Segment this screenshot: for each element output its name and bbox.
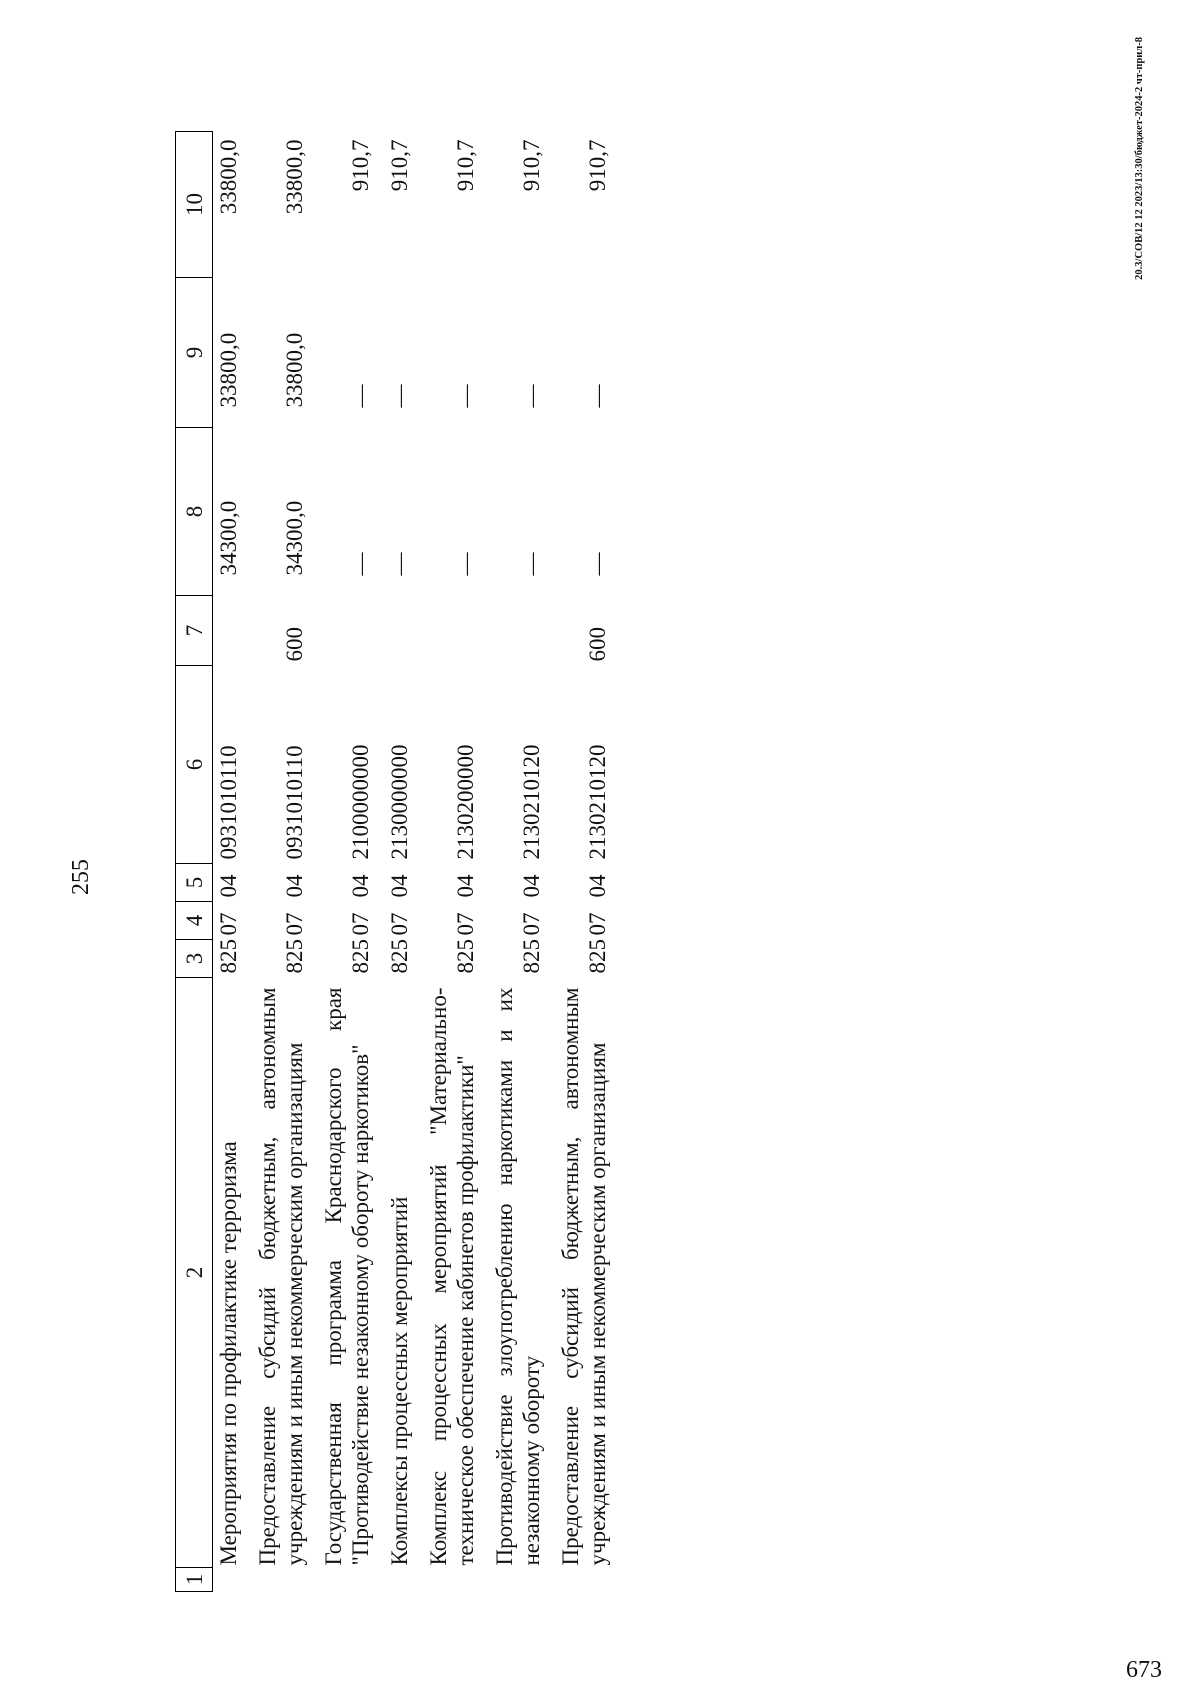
row-expense-type <box>320 596 386 666</box>
row-section-code: 07 <box>216 912 241 936</box>
row-ministry-code: 825 <box>387 939 412 974</box>
row-amount-10: 910,7 <box>387 139 412 192</box>
row-section-code: 07 <box>348 912 373 936</box>
row-target-code: 0931010110 <box>282 745 307 860</box>
row-target-code: 2130200000 <box>453 744 478 860</box>
row-amount-10: 33800,0 <box>216 139 241 215</box>
row-subsection-code: 04 <box>387 874 412 898</box>
row-ministry-code: 825 <box>519 939 544 974</box>
header-col-8: 8 <box>176 428 213 596</box>
sheet-number: 255 <box>68 859 94 895</box>
row-amount-9: — <box>453 384 478 408</box>
row-amount-10: 33800,0 <box>282 139 307 215</box>
row-expense-type <box>425 596 491 666</box>
row-ministry-code: 825 <box>453 939 478 974</box>
row-amount-8: — <box>585 552 610 576</box>
row-target-code: 2100000000 <box>348 744 373 860</box>
table-row <box>557 132 623 1592</box>
row-col-1 <box>213 1568 255 1592</box>
row-amount-8: — <box>519 552 544 576</box>
row-target-code: 2130000000 <box>387 744 412 860</box>
row-name: Противодействие злоупотреблению наркотиками и их незаконному обороту <box>492 987 544 1566</box>
row-col-1 <box>254 1568 320 1592</box>
header-col-4: 4 <box>176 902 213 940</box>
row-amount-9: — <box>387 384 412 408</box>
page-number: 673 <box>1126 1657 1162 1683</box>
row-col-1 <box>425 1568 491 1592</box>
row-section-code: 07 <box>387 912 412 936</box>
header-col-5: 5 <box>176 864 213 902</box>
row-target-code: 2130210120 <box>585 744 610 860</box>
row-section-code: 07 <box>585 912 610 936</box>
row-amount-9: 33800,0 <box>216 332 241 408</box>
header-col-3: 3 <box>176 940 213 978</box>
row-section-code: 07 <box>519 912 544 936</box>
header-col-2: 2 <box>176 978 213 1568</box>
document-code: 20.3/СОВ/12 12 2023/13:30/бюджет-2024-2 чт-прил-8 <box>1134 37 1145 280</box>
row-amount-10: 910,7 <box>453 139 478 192</box>
row-section-code: 07 <box>453 912 478 936</box>
row-col-1 <box>386 1568 425 1592</box>
row-amount-8: — <box>348 552 373 576</box>
header-col-10: 10 <box>176 132 213 278</box>
row-expense-type: 600 <box>585 627 610 662</box>
row-ministry-code: 825 <box>585 939 610 974</box>
row-expense-type: 600 <box>282 627 307 662</box>
row-amount-9: — <box>348 384 373 408</box>
row-amount-8: — <box>387 552 412 576</box>
row-amount-9: — <box>519 384 544 408</box>
row-subsection-code: 04 <box>519 874 544 898</box>
table-row <box>320 132 386 1592</box>
row-col-1 <box>320 1568 386 1592</box>
row-amount-8: — <box>453 552 478 576</box>
row-amount-8: 34300,0 <box>216 500 241 576</box>
row-amount-9: 33800,0 <box>282 332 307 408</box>
row-amount-9: — <box>585 384 610 408</box>
row-name: Государственная программа Краснодарского края "Противодействие незаконному обороту наркотиков" <box>321 987 373 1566</box>
row-ministry-code: 825 <box>348 939 373 974</box>
row-subsection-code: 04 <box>585 874 610 898</box>
header-col-9: 9 <box>176 278 213 428</box>
row-target-code: 0931010110 <box>216 745 241 860</box>
row-amount-10: 910,7 <box>519 139 544 192</box>
row-subsection-code: 04 <box>348 874 373 898</box>
row-amount-8: 34300,0 <box>282 500 307 576</box>
row-target-code: 2130210120 <box>519 744 544 860</box>
row-expense-type <box>213 596 255 666</box>
row-name: Комплекс процессных мероприятий "Материально-техническое обеспечение кабинетов профилактики" <box>426 987 478 1566</box>
row-col-1 <box>557 1568 623 1592</box>
table-row <box>491 132 557 1592</box>
row-amount-10: 910,7 <box>348 139 373 192</box>
table-row <box>386 132 425 1592</box>
table-row <box>254 132 320 1592</box>
row-ministry-code: 825 <box>216 939 241 974</box>
row-section-code: 07 <box>282 912 307 936</box>
row-col-1 <box>491 1568 557 1592</box>
row-name: Предоставление субсидий бюджетным, автономным учреждениям и иным некоммерческим организациям <box>255 987 307 1566</box>
table-row <box>213 132 255 1592</box>
header-col-7: 7 <box>176 596 213 666</box>
row-expense-type <box>386 596 425 666</box>
header-col-6: 6 <box>176 666 213 864</box>
row-subsection-code: 04 <box>216 874 241 898</box>
row-name: Предоставление субсидий бюджетным, автономным учреждениям и иным некоммерческим организациям <box>558 987 610 1566</box>
row-subsection-code: 04 <box>282 874 307 898</box>
table-row <box>425 132 491 1592</box>
row-name: Комплексы процессных мероприятий <box>387 1196 412 1566</box>
row-ministry-code: 825 <box>282 939 307 974</box>
row-expense-type <box>491 596 557 666</box>
header-col-1: 1 <box>176 1568 213 1592</box>
budget-table <box>175 131 623 1592</box>
table-header-row <box>176 132 213 1592</box>
row-subsection-code: 04 <box>453 874 478 898</box>
row-name: Мероприятия по профилактике терроризма <box>216 1141 241 1566</box>
row-amount-10: 910,7 <box>585 139 610 192</box>
